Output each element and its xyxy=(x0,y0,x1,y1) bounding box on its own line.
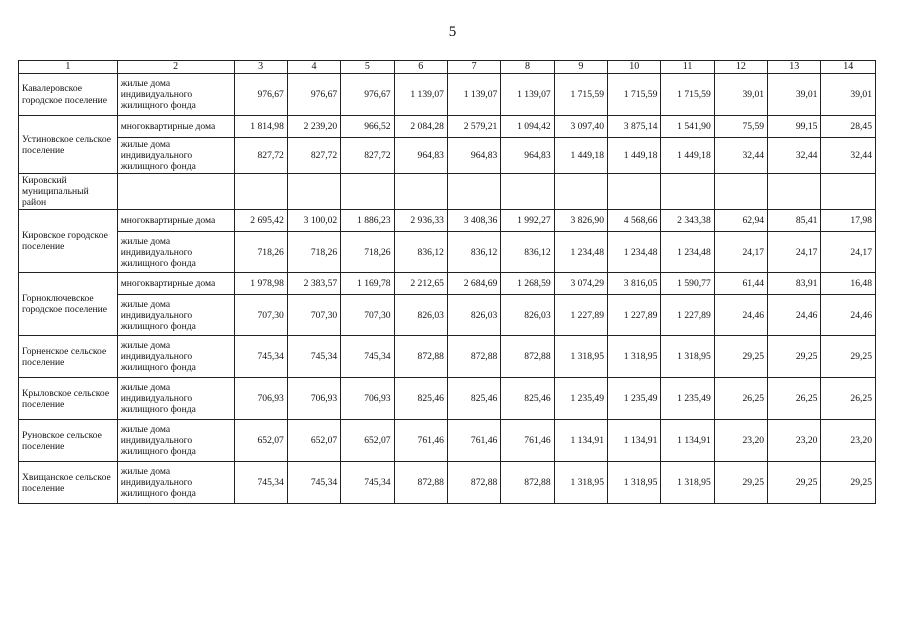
value-cell: 825,46 xyxy=(501,378,554,420)
value-cell: 964,83 xyxy=(394,138,447,174)
value-cell: 1 318,95 xyxy=(554,462,607,504)
value-cell: 707,30 xyxy=(287,295,340,336)
value-cell: 3 074,29 xyxy=(554,273,607,295)
housing-type-cell: жилые дома индивидуального жилищного фонда xyxy=(117,74,234,116)
value-cell: 1 139,07 xyxy=(501,74,554,116)
settlement-cell: Горненское сельское поселение xyxy=(19,336,118,378)
value-cell: 761,46 xyxy=(394,420,447,462)
value-cell: 1 318,95 xyxy=(608,462,661,504)
column-header: 5 xyxy=(341,61,394,74)
table-row xyxy=(19,273,876,295)
value-cell: 706,93 xyxy=(287,378,340,420)
value-cell xyxy=(234,174,287,210)
value-cell: 29,25 xyxy=(821,336,876,378)
settlement-cell: Кавалеровское городское поселение xyxy=(19,74,118,116)
value-cell: 652,07 xyxy=(341,420,394,462)
value-cell: 745,34 xyxy=(234,462,287,504)
settlement-cell: Руновское сельское поселение xyxy=(19,420,118,462)
value-cell: 32,44 xyxy=(714,138,767,174)
value-cell: 1 139,07 xyxy=(447,74,500,116)
value-cell: 24,46 xyxy=(821,295,876,336)
table-row xyxy=(19,116,876,138)
value-cell xyxy=(554,174,607,210)
value-cell: 872,88 xyxy=(501,462,554,504)
housing-type-cell: жилые дома индивидуального жилищного фонда xyxy=(117,378,234,420)
value-cell: 1 318,95 xyxy=(661,336,714,378)
value-cell: 39,01 xyxy=(714,74,767,116)
column-header: 12 xyxy=(714,61,767,74)
tariff-table xyxy=(18,60,876,504)
value-cell: 29,25 xyxy=(714,336,767,378)
housing-type-cell: жилые дома индивидуального жилищного фонда xyxy=(117,295,234,336)
value-cell: 4 568,66 xyxy=(608,210,661,232)
column-header: 11 xyxy=(661,61,714,74)
value-cell: 3 875,14 xyxy=(608,116,661,138)
value-cell: 718,26 xyxy=(234,232,287,273)
housing-type-cell: жилые дома индивидуального жилищного фонда xyxy=(117,462,234,504)
value-cell: 23,20 xyxy=(821,420,876,462)
value-cell: 966,52 xyxy=(341,116,394,138)
value-cell: 1 541,90 xyxy=(661,116,714,138)
value-cell: 652,07 xyxy=(287,420,340,462)
value-cell: 1 978,98 xyxy=(234,273,287,295)
housing-type-cell: жилые дома индивидуального жилищного фонда xyxy=(117,420,234,462)
column-header: 2 xyxy=(117,61,234,74)
value-cell: 1 227,89 xyxy=(608,295,661,336)
value-cell: 761,46 xyxy=(447,420,500,462)
value-cell: 1 318,95 xyxy=(661,462,714,504)
column-header: 14 xyxy=(821,61,876,74)
value-cell: 1 886,23 xyxy=(341,210,394,232)
value-cell: 872,88 xyxy=(447,462,500,504)
column-header: 8 xyxy=(501,61,554,74)
value-cell: 39,01 xyxy=(768,74,821,116)
value-cell xyxy=(714,174,767,210)
housing-type-cell: многоквартирные дома xyxy=(117,210,234,232)
value-cell: 706,93 xyxy=(234,378,287,420)
table-row xyxy=(19,138,876,174)
value-cell: 872,88 xyxy=(394,462,447,504)
value-cell: 836,12 xyxy=(447,232,500,273)
value-cell: 964,83 xyxy=(447,138,500,174)
value-cell: 29,25 xyxy=(768,336,821,378)
value-cell: 827,72 xyxy=(287,138,340,174)
value-cell: 872,88 xyxy=(394,336,447,378)
value-cell xyxy=(341,174,394,210)
value-cell: 1 235,49 xyxy=(661,378,714,420)
settlement-cell: Горноключевское городское поселение xyxy=(19,273,118,336)
value-cell: 24,17 xyxy=(714,232,767,273)
column-header: 10 xyxy=(608,61,661,74)
value-cell: 1 234,48 xyxy=(608,232,661,273)
value-cell: 826,03 xyxy=(394,295,447,336)
settlement-cell: Кировское городское поселение xyxy=(19,210,118,273)
settlement-cell: Устиновское сельское поселение xyxy=(19,116,118,174)
value-cell: 1 134,91 xyxy=(608,420,661,462)
value-cell: 2 343,38 xyxy=(661,210,714,232)
housing-type-cell xyxy=(117,174,234,210)
value-cell: 2 579,21 xyxy=(447,116,500,138)
value-cell: 1 449,18 xyxy=(661,138,714,174)
column-header: 1 xyxy=(19,61,118,74)
value-cell: 1 169,78 xyxy=(341,273,394,295)
value-cell: 3 097,40 xyxy=(554,116,607,138)
value-cell: 836,12 xyxy=(501,232,554,273)
value-cell: 2 212,65 xyxy=(394,273,447,295)
value-cell: 1 715,59 xyxy=(608,74,661,116)
table-row xyxy=(19,295,876,336)
settlement-cell: Крыловское сельское поселение xyxy=(19,378,118,420)
table-row xyxy=(19,420,876,462)
housing-type-cell: жилые дома индивидуального жилищного фонда xyxy=(117,232,234,273)
value-cell: 1 715,59 xyxy=(554,74,607,116)
column-header: 13 xyxy=(768,61,821,74)
value-cell: 1 134,91 xyxy=(661,420,714,462)
table-row xyxy=(19,210,876,232)
value-cell: 28,45 xyxy=(821,116,876,138)
value-cell: 825,46 xyxy=(447,378,500,420)
value-cell: 827,72 xyxy=(341,138,394,174)
column-numbers-row xyxy=(19,61,876,74)
value-cell: 24,17 xyxy=(768,232,821,273)
value-cell: 761,46 xyxy=(501,420,554,462)
value-cell: 652,07 xyxy=(234,420,287,462)
value-cell xyxy=(394,174,447,210)
value-cell: 85,41 xyxy=(768,210,821,232)
value-cell: 964,83 xyxy=(501,138,554,174)
value-cell: 16,48 xyxy=(821,273,876,295)
value-cell: 745,34 xyxy=(287,336,340,378)
value-cell: 1 235,49 xyxy=(608,378,661,420)
value-cell: 706,93 xyxy=(341,378,394,420)
value-cell: 1 992,27 xyxy=(501,210,554,232)
column-header: 7 xyxy=(447,61,500,74)
value-cell: 26,25 xyxy=(714,378,767,420)
value-cell xyxy=(447,174,500,210)
value-cell: 23,20 xyxy=(714,420,767,462)
table-body xyxy=(19,74,876,504)
value-cell: 2 695,42 xyxy=(234,210,287,232)
housing-type-cell: жилые дома индивидуального жилищного фонда xyxy=(117,336,234,378)
value-cell xyxy=(661,174,714,210)
housing-type-cell: многоквартирные дома xyxy=(117,273,234,295)
value-cell: 1 449,18 xyxy=(608,138,661,174)
value-cell: 32,44 xyxy=(768,138,821,174)
page-number: 5 xyxy=(448,24,457,40)
value-cell: 1 227,89 xyxy=(554,295,607,336)
settlement-cell: Кировский муниципальный район xyxy=(19,174,118,210)
value-cell: 2 936,33 xyxy=(394,210,447,232)
value-cell: 872,88 xyxy=(501,336,554,378)
value-cell: 745,34 xyxy=(287,462,340,504)
column-header: 9 xyxy=(554,61,607,74)
value-cell: 718,26 xyxy=(287,232,340,273)
housing-type-cell: многоквартирные дома xyxy=(117,116,234,138)
value-cell: 1 094,42 xyxy=(501,116,554,138)
value-cell: 39,01 xyxy=(821,74,876,116)
value-cell: 2 084,28 xyxy=(394,116,447,138)
value-cell: 17,98 xyxy=(821,210,876,232)
value-cell: 29,25 xyxy=(821,462,876,504)
housing-type-cell: жилые дома индивидуального жилищного фонда xyxy=(117,138,234,174)
value-cell: 827,72 xyxy=(234,138,287,174)
value-cell: 1 449,18 xyxy=(554,138,607,174)
column-header: 3 xyxy=(234,61,287,74)
value-cell: 826,03 xyxy=(447,295,500,336)
value-cell: 1 139,07 xyxy=(394,74,447,116)
value-cell: 1 234,48 xyxy=(554,232,607,273)
value-cell xyxy=(608,174,661,210)
value-cell: 1 318,95 xyxy=(554,336,607,378)
value-cell: 24,46 xyxy=(768,295,821,336)
value-cell: 718,26 xyxy=(341,232,394,273)
value-cell: 61,44 xyxy=(714,273,767,295)
value-cell: 26,25 xyxy=(768,378,821,420)
value-cell xyxy=(821,174,876,210)
value-cell xyxy=(768,174,821,210)
value-cell: 1 318,95 xyxy=(608,336,661,378)
value-cell: 707,30 xyxy=(234,295,287,336)
table-row xyxy=(19,74,876,116)
value-cell: 1 234,48 xyxy=(661,232,714,273)
value-cell xyxy=(501,174,554,210)
table-row xyxy=(19,462,876,504)
column-header: 4 xyxy=(287,61,340,74)
value-cell: 976,67 xyxy=(287,74,340,116)
value-cell: 3 816,05 xyxy=(608,273,661,295)
value-cell: 1 235,49 xyxy=(554,378,607,420)
table-row xyxy=(19,174,876,210)
value-cell: 3 826,90 xyxy=(554,210,607,232)
value-cell: 1 268,59 xyxy=(501,273,554,295)
value-cell: 62,94 xyxy=(714,210,767,232)
value-cell: 707,30 xyxy=(341,295,394,336)
value-cell: 825,46 xyxy=(394,378,447,420)
value-cell: 1 715,59 xyxy=(661,74,714,116)
value-cell: 99,15 xyxy=(768,116,821,138)
value-cell: 976,67 xyxy=(234,74,287,116)
value-cell: 976,67 xyxy=(341,74,394,116)
value-cell: 29,25 xyxy=(714,462,767,504)
value-cell: 29,25 xyxy=(768,462,821,504)
value-cell: 826,03 xyxy=(501,295,554,336)
value-cell: 24,17 xyxy=(821,232,876,273)
column-header: 6 xyxy=(394,61,447,74)
value-cell: 2 383,57 xyxy=(287,273,340,295)
value-cell: 745,34 xyxy=(341,336,394,378)
value-cell: 26,25 xyxy=(821,378,876,420)
value-cell: 745,34 xyxy=(341,462,394,504)
value-cell: 75,59 xyxy=(714,116,767,138)
value-cell: 745,34 xyxy=(234,336,287,378)
value-cell: 83,91 xyxy=(768,273,821,295)
value-cell: 872,88 xyxy=(447,336,500,378)
value-cell: 2 684,69 xyxy=(447,273,500,295)
table-row xyxy=(19,336,876,378)
value-cell: 1 590,77 xyxy=(661,273,714,295)
table-row xyxy=(19,378,876,420)
settlement-cell: Хвищанское сельское поселение xyxy=(19,462,118,504)
value-cell: 3 408,36 xyxy=(447,210,500,232)
value-cell xyxy=(287,174,340,210)
value-cell: 23,20 xyxy=(768,420,821,462)
value-cell: 1 134,91 xyxy=(554,420,607,462)
value-cell: 3 100,02 xyxy=(287,210,340,232)
value-cell: 1 814,98 xyxy=(234,116,287,138)
table-row xyxy=(19,232,876,273)
value-cell: 32,44 xyxy=(821,138,876,174)
value-cell: 836,12 xyxy=(394,232,447,273)
value-cell: 24,46 xyxy=(714,295,767,336)
value-cell: 1 227,89 xyxy=(661,295,714,336)
value-cell: 2 239,20 xyxy=(287,116,340,138)
